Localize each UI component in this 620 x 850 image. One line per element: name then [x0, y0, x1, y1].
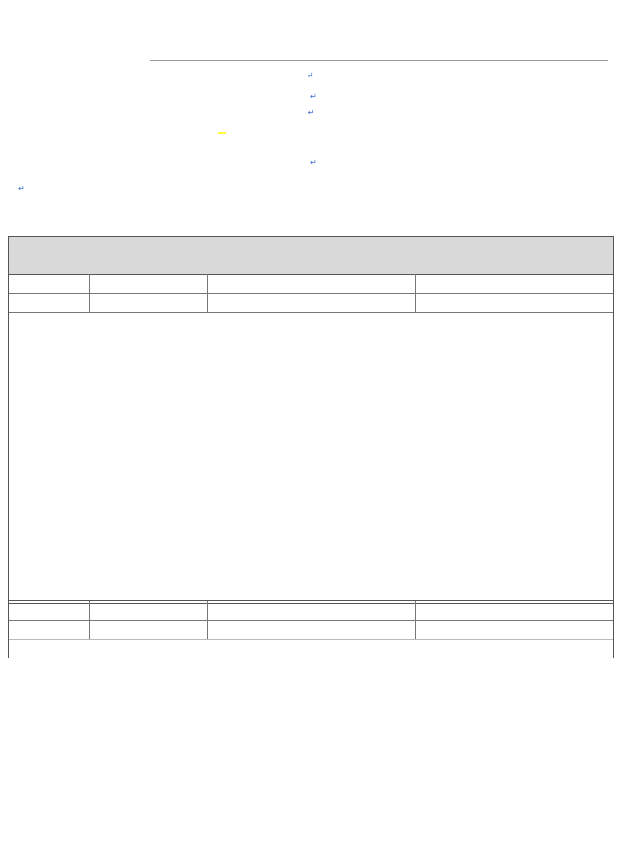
gedu-logo — [8, 6, 108, 50]
reprint-notice — [218, 132, 226, 134]
return-mark-icon: ↵ — [310, 158, 317, 167]
intro-paragraph: ↵ — [18, 184, 25, 193]
table-header — [9, 237, 613, 275]
return-mark-icon: ↵ — [310, 92, 317, 101]
listening-table — [8, 236, 614, 604]
header-divider — [150, 60, 608, 61]
section2-table — [8, 600, 614, 658]
return-mark-icon: ↵ — [306, 71, 316, 80]
page-title — [0, 64, 620, 82]
subtitle: ↵ — [307, 108, 315, 117]
